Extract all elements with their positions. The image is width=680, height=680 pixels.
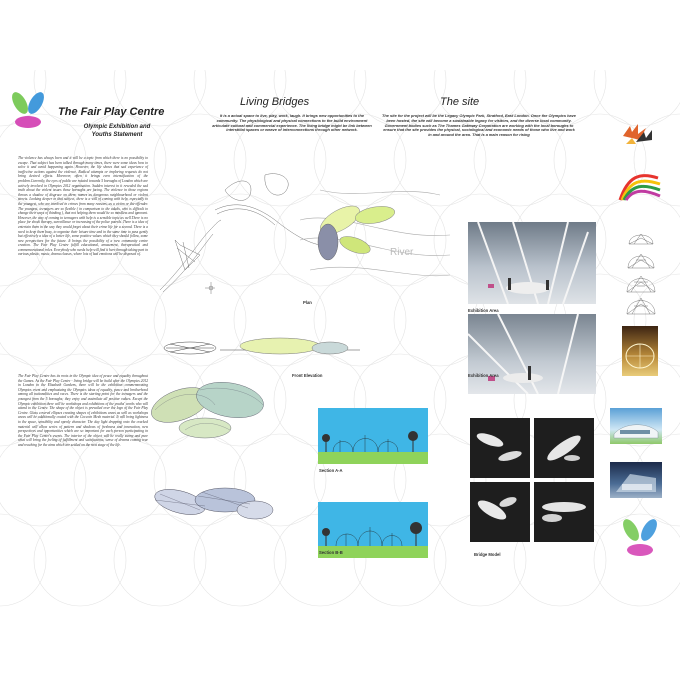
exhibition-area-photo-2 <box>468 314 596 394</box>
left-subtitle-line2: Youths Statement <box>91 132 143 138</box>
right-intro: The site for the project will be the Legacy Olympic Park, Stratford, East London. Once the Olympics have been hosted, the site will become a sustainable legacy for visitors, and the diverse local community. Government bodies such as The Thames Gateway Corporation are working with the local boroughs to ensure that the site provides the physical, sociological and economic needs of those who live and work in and around the area. That is a main reason for rising <box>382 113 576 138</box>
plan-pod-4 <box>318 224 338 260</box>
poster <box>0 70 680 610</box>
dome-lights-photo <box>622 326 658 376</box>
hands-icon <box>618 118 658 148</box>
caption-exhibition-area-2: Exhibition Area <box>468 373 499 378</box>
plan-pod-3 <box>338 233 373 257</box>
background-circle <box>0 434 86 526</box>
caption-section-b: Section B-B <box>319 550 343 555</box>
middle-title: Living Bridges <box>240 96 310 108</box>
caption-plan: Plan <box>303 300 312 305</box>
building-photo-2 <box>610 462 662 498</box>
pods-rendering-bottom <box>150 470 275 540</box>
exhibition-area-photo-1 <box>468 222 596 304</box>
elevation-pod-small <box>312 342 348 354</box>
left-paragraph-1: The violence has always been and it will be a topic from which there is no possibility to escape. That subject has been talked through many times, there were some ideas how to solve it and avoid happening again. However, the life shows that sad experience of ineffective actions against the violence. Radical attempts or imploring requests do not bring desired effects. Moreover, often it brings even intensification of the problem.Currently, the eyes of public are rotated towards 5 boroughs of London which are actively involved in Olympics 2012 organisation. Sudden interest in it revealed the sad truth about the violent issues those boroughs are facing. The violence in those regions throws a shadow of disgrace on them, names as dangerous neighbourhood or violent streets. Looking deeper in that subject, there is a will of coming with help, especially to the youngest, who are involved in crimes from many reasons, as a victim or the offender. The youngest, teenagers are so flexible ( in comparison to the adults, who is difficult to change their ways of thinking ), that not helping them would be so mindless and ignorant. However, the way of coming to teenagers with help is a sensible topic as well.There is no place for shock therapy, surveillance or increasing of the police patrols. There is a idea of entertain them in the way they would forget about their crime life for a second. There is a need to keep them busy, to organize their leisure time and in the same time to pass gently but effectively a idea of a better life, some positive values which they should follow, some new perspectives for the future. It brings the possibility of a new community centre creation. The Fair Play Centre fulfill educational, amusement, therapeutical and commemorational roles. Everybody who needs help will find it here through taking part in various plastic, music, drama classes, where lots of bad emotions will be disposed of. <box>18 156 148 257</box>
fair-play-logo-small <box>618 516 662 562</box>
caption-front-elevation: Front Elevation <box>292 373 323 378</box>
left-title: The Fair Play Centre <box>58 106 165 118</box>
background-circle <box>0 514 46 606</box>
river-label: River <box>390 247 414 258</box>
dome-geometry-diagrams <box>624 230 658 316</box>
elevation-pod <box>240 338 320 354</box>
front-elevation-drawing <box>160 328 360 368</box>
building-photo-1 <box>610 408 662 444</box>
left-subtitle-line1: Olympic Exhibition and <box>83 124 151 130</box>
bridge-model-photo-1 <box>470 418 530 478</box>
bridge-model-photo-3 <box>470 482 530 542</box>
pods-rendering-top <box>145 370 275 450</box>
background-circle <box>74 274 166 366</box>
logo-petal-magenta <box>15 116 41 128</box>
left-paragraph-2: The Fair Play Centre has its roots in the Olympic idea of peace and equality throughout the Games. As the Fair Play Centre - living bridge will be build after the Olympics 2012 in London in the Elizabeth Gardens, there will be the exhibition commemorating Olympics event and emphasizing the Olympics ideas of equality, peace and brotherhood among all nationalities and races. There is the starting point for the teenagers and the youngest from the 5 boroughs; they enjoy and assimilate all positive values. Except the Olympic exhibition there will be workshops and exhibitions of the youths' works who will attend to the Centre. The shape of the object is prevailed over the logo of the Fair Play Centre. Glass covered ellipses creating shapes of exhibitions areas as well as workshops areas will be additionally coated with the Coccoin Mesh material. It will bring lightness to the space, sensibility and openly character. The day light dropping onto the cracked material will allow series of pattern and shadows of freshness and innovation, new perspectives and opportunities which are so important for each person participating in the Fair Play Centre's events. The interior of the object will be really sunny and pure what will bring the feeling of fulfillment and satisfactions, sense of dreams coming true and reaching for the aims which are settled on the next stage of the life. <box>18 374 148 447</box>
caption-bridge-model: Bridge Model <box>474 552 501 557</box>
logo-petal-green <box>9 90 31 116</box>
bridge-model-photo-4 <box>534 482 594 542</box>
logo-petal-blue <box>25 90 47 116</box>
caption-section-a: Section A-A <box>319 468 343 473</box>
plan-drawing <box>300 180 450 290</box>
section-a-ground <box>318 452 428 464</box>
plan-pod-2 <box>354 204 396 227</box>
caption-exhibition-area-1: Exhibition Area <box>468 308 499 313</box>
fair-play-logo <box>8 90 48 132</box>
right-title: The site <box>440 96 480 108</box>
bridge-model-photo-2 <box>534 418 594 478</box>
background-circle <box>34 514 126 606</box>
background-circle <box>0 274 86 366</box>
section-a-drawing <box>318 408 428 464</box>
olympic-ribbon-logo <box>618 170 662 204</box>
middle-intro: It is a actual space to live, play, work, laugh. It brings new opportunities to the community. The physiological and physical connections to the build environment articulate cultural and commercial experience. The living bridge might be link between interstitial spaces or weave of interconnections through other network. <box>212 113 372 133</box>
